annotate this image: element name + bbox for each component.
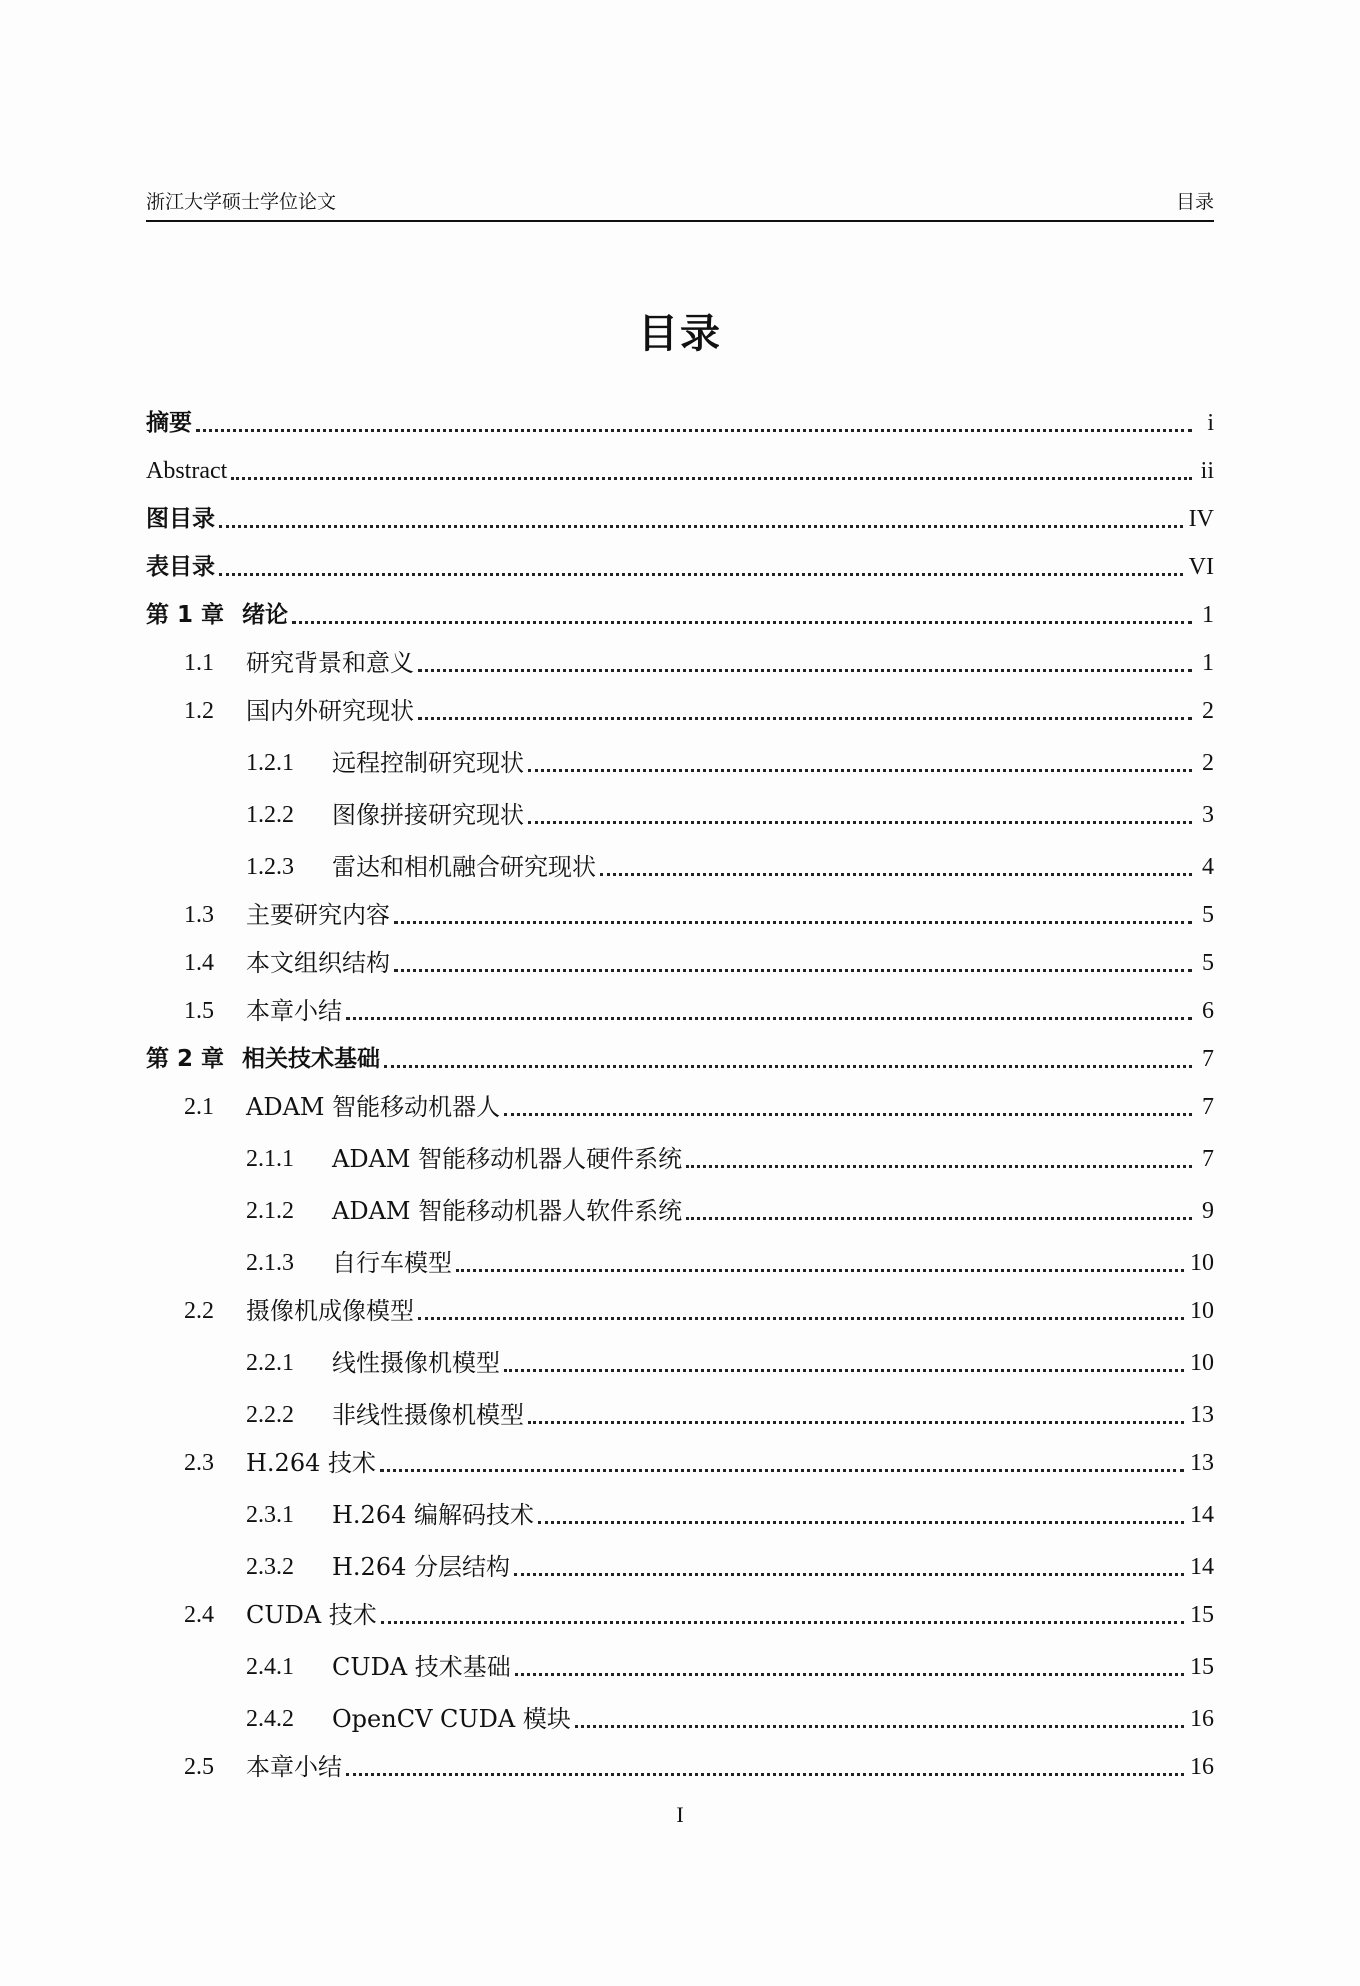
toc-entry-number: 2.4.2 (246, 1706, 294, 1732)
toc-entry-number: 2.4.1 (246, 1654, 294, 1680)
leader-dots (418, 1317, 1184, 1320)
toc-entry-title: 主要研究内容 (246, 901, 390, 929)
toc-entry-title: 本章小结 (246, 1753, 342, 1781)
toc-entry-page: 5 (1202, 950, 1214, 976)
toc-entry-1-5[interactable] (146, 990, 1214, 1026)
toc-entry-number: 2.1.3 (246, 1250, 294, 1276)
leader-dots (219, 573, 1183, 576)
running-header (146, 186, 1214, 222)
toc-entry-page: 13 (1190, 1450, 1214, 1476)
leader-dots (686, 1217, 1192, 1220)
toc-entry-number: 2.1.2 (246, 1198, 294, 1224)
leader-dots (528, 1421, 1184, 1424)
toc-entry-title: 自行车模型 (332, 1249, 452, 1277)
toc-entry-number: 1.2.1 (246, 750, 294, 776)
toc-entry-number: 1.2.2 (246, 802, 294, 828)
toc-entry-number: 2.2.2 (246, 1402, 294, 1428)
toc-entry-1-2-3[interactable] (146, 846, 1214, 882)
toc-entry-page: 2 (1202, 698, 1214, 724)
toc-entry-title: 图目录 (146, 506, 215, 532)
toc-entry-page: 4 (1202, 854, 1214, 880)
toc-entry-title: CUDA 技术 (246, 1601, 377, 1629)
toc-entry-title: Abstract (146, 458, 228, 484)
toc-entry-title: 绪论 (242, 602, 288, 628)
leader-dots (231, 477, 1192, 480)
toc-entry-2-2-2[interactable] (146, 1394, 1214, 1430)
leader-dots (346, 1773, 1184, 1776)
toc-entry-title: 相关技术基础 (242, 1046, 380, 1072)
leader-dots (528, 821, 1192, 824)
toc-entry-title: 本文组织结构 (246, 949, 390, 977)
toc-entry-title: H.264 分层结构 (332, 1553, 510, 1581)
toc-entry-page: 6 (1202, 998, 1214, 1024)
leader-dots (514, 1573, 1184, 1576)
toc-entry-title: 远程控制研究现状 (332, 749, 524, 777)
toc-entry-number: 2.3 (184, 1450, 214, 1476)
toc-entry-page: 14 (1190, 1502, 1214, 1528)
toc-entry-number: 2.3.1 (246, 1502, 294, 1528)
toc-entry-number: 2.2.1 (246, 1350, 294, 1376)
toc-entry-2-4-2[interactable] (146, 1698, 1214, 1734)
toc-entry-2-3[interactable] (146, 1442, 1214, 1478)
leader-dots (346, 1017, 1192, 1020)
toc-entry-title: CUDA 技术基础 (332, 1653, 511, 1681)
toc-entry-page: 15 (1190, 1654, 1214, 1680)
toc-entry-2-1-2[interactable] (146, 1190, 1214, 1226)
toc-entry-page: 1 (1202, 602, 1214, 628)
leader-dots (394, 921, 1192, 924)
toc-entry-page: 15 (1190, 1602, 1214, 1628)
toc-entry-2-3-2[interactable] (146, 1546, 1214, 1582)
toc-entry-1-2[interactable] (146, 690, 1214, 726)
toc-entry-title: OpenCV CUDA 模块 (332, 1705, 571, 1733)
toc-entry-1-2-1[interactable] (146, 742, 1214, 778)
toc-entry-2-1[interactable] (146, 1086, 1214, 1122)
leader-dots (600, 873, 1192, 876)
toc-entry-1-4[interactable] (146, 942, 1214, 978)
toc-entry-title: 摘要 (146, 410, 192, 436)
toc-entry-2-1-1[interactable] (146, 1138, 1214, 1174)
toc-entry-number: 第 2 章 (146, 1046, 225, 1072)
toc-entry-number: 第 1 章 (146, 602, 225, 628)
leader-dots (196, 429, 1192, 432)
toc-entry-table-list[interactable] (146, 546, 1214, 582)
toc-entry-page: 3 (1202, 802, 1214, 828)
leader-dots (686, 1165, 1192, 1168)
toc-entry-page: 1 (1202, 650, 1214, 676)
toc-entry-number: 2.5 (184, 1754, 214, 1780)
toc-entry-title: 图像拼接研究现状 (332, 801, 524, 829)
toc-entry-1-2-2[interactable] (146, 794, 1214, 830)
leader-dots (456, 1269, 1184, 1272)
toc-entry-page: 10 (1190, 1298, 1214, 1324)
toc-entry-page: IV (1188, 506, 1214, 532)
toc-entry-2-2[interactable] (146, 1290, 1214, 1326)
toc-entry-page: 9 (1202, 1198, 1214, 1224)
toc-entry-page: 5 (1202, 902, 1214, 928)
toc-entry-title: 摄像机成像模型 (246, 1297, 414, 1325)
toc-entry-title: 线性摄像机模型 (332, 1349, 500, 1377)
toc-entry-title: ADAM 智能移动机器人 (246, 1093, 501, 1121)
toc-entry-title: 国内外研究现状 (246, 697, 414, 725)
toc-entry-page: 16 (1190, 1754, 1214, 1780)
toc-entry-number: 1.2 (184, 698, 214, 724)
toc-entry-number: 1.4 (184, 950, 214, 976)
leader-dots (418, 669, 1192, 672)
leader-dots (504, 1369, 1184, 1372)
toc-entry-chapter-2[interactable] (146, 1038, 1214, 1074)
leader-dots (575, 1725, 1184, 1728)
toc-entry-title: 研究背景和意义 (246, 649, 414, 677)
toc-entry-abstract-en[interactable] (146, 450, 1214, 486)
page-title: 目录 (638, 311, 722, 357)
toc-entry-page: 13 (1190, 1402, 1214, 1428)
toc-entry-number: 1.5 (184, 998, 214, 1024)
toc-entry-page: 7 (1202, 1146, 1214, 1172)
leader-dots (394, 969, 1192, 972)
toc-entry-title: ADAM 智能移动机器人硬件系统 (332, 1145, 683, 1173)
toc-entry-page: 2 (1202, 750, 1214, 776)
header-section-title: 目录 (1175, 191, 1214, 213)
toc-entry-title: H.264 技术 (246, 1449, 376, 1477)
toc-entry-page: 10 (1190, 1250, 1214, 1276)
leader-dots (219, 525, 1183, 528)
leader-dots (538, 1521, 1184, 1524)
leader-dots (380, 1469, 1184, 1472)
toc-entry-title: 雷达和相机融合研究现状 (332, 853, 596, 881)
leader-dots (384, 1065, 1192, 1068)
toc-entry-page: 7 (1202, 1094, 1214, 1120)
toc-entry-2-5[interactable] (146, 1746, 1214, 1782)
toc-entry-title: H.264 编解码技术 (332, 1501, 534, 1529)
toc-entry-1-1[interactable] (146, 642, 1214, 678)
leader-dots (504, 1113, 1192, 1116)
toc-entry-2-1-3[interactable] (146, 1242, 1214, 1278)
toc-entry-page: VI (1188, 554, 1214, 580)
toc-entry-number: 2.2 (184, 1298, 214, 1324)
leader-dots (528, 769, 1192, 772)
toc-entry-title: ADAM 智能移动机器人软件系统 (332, 1197, 683, 1225)
leader-dots (381, 1621, 1184, 1624)
toc-entry-page: 7 (1202, 1046, 1214, 1072)
toc-entry-title: 表目录 (146, 554, 215, 580)
toc-entry-2-3-1[interactable] (146, 1494, 1214, 1530)
toc-entry-page: 10 (1190, 1350, 1214, 1376)
toc-entry-number: 2.1 (184, 1094, 214, 1120)
toc-entry-2-2-1[interactable] (146, 1342, 1214, 1378)
leader-dots (292, 621, 1192, 624)
toc-entry-2-4[interactable] (146, 1594, 1214, 1630)
toc-entry-page: 14 (1190, 1554, 1214, 1580)
toc-entry-title: 非线性摄像机模型 (332, 1401, 524, 1429)
toc-entry-1-3[interactable] (146, 894, 1214, 930)
toc-entry-number: 1.3 (184, 902, 214, 928)
toc-entry-page: ii (1200, 458, 1214, 484)
toc-entry-number: 1.2.3 (246, 854, 294, 880)
toc-entry-abstract-cn[interactable] (146, 402, 1214, 438)
toc-entry-chapter-1[interactable] (146, 594, 1214, 630)
toc-entry-number: 2.4 (184, 1602, 214, 1628)
toc-entry-page: i (1207, 410, 1214, 436)
toc-entry-title: 本章小结 (246, 997, 342, 1025)
toc-entry-number: 1.1 (184, 650, 214, 676)
header-thesis-title: 浙江大学硕士学位论文 (146, 191, 337, 213)
toc-entry-number: 2.3.2 (246, 1554, 294, 1580)
leader-dots (418, 717, 1192, 720)
leader-dots (515, 1673, 1184, 1676)
toc-entry-page: 16 (1190, 1706, 1214, 1732)
toc-entry-number: 2.1.1 (246, 1146, 294, 1172)
toc-entry-figure-list[interactable] (146, 498, 1214, 534)
toc-entry-2-4-1[interactable] (146, 1646, 1214, 1682)
page-number: I (676, 1802, 684, 1827)
